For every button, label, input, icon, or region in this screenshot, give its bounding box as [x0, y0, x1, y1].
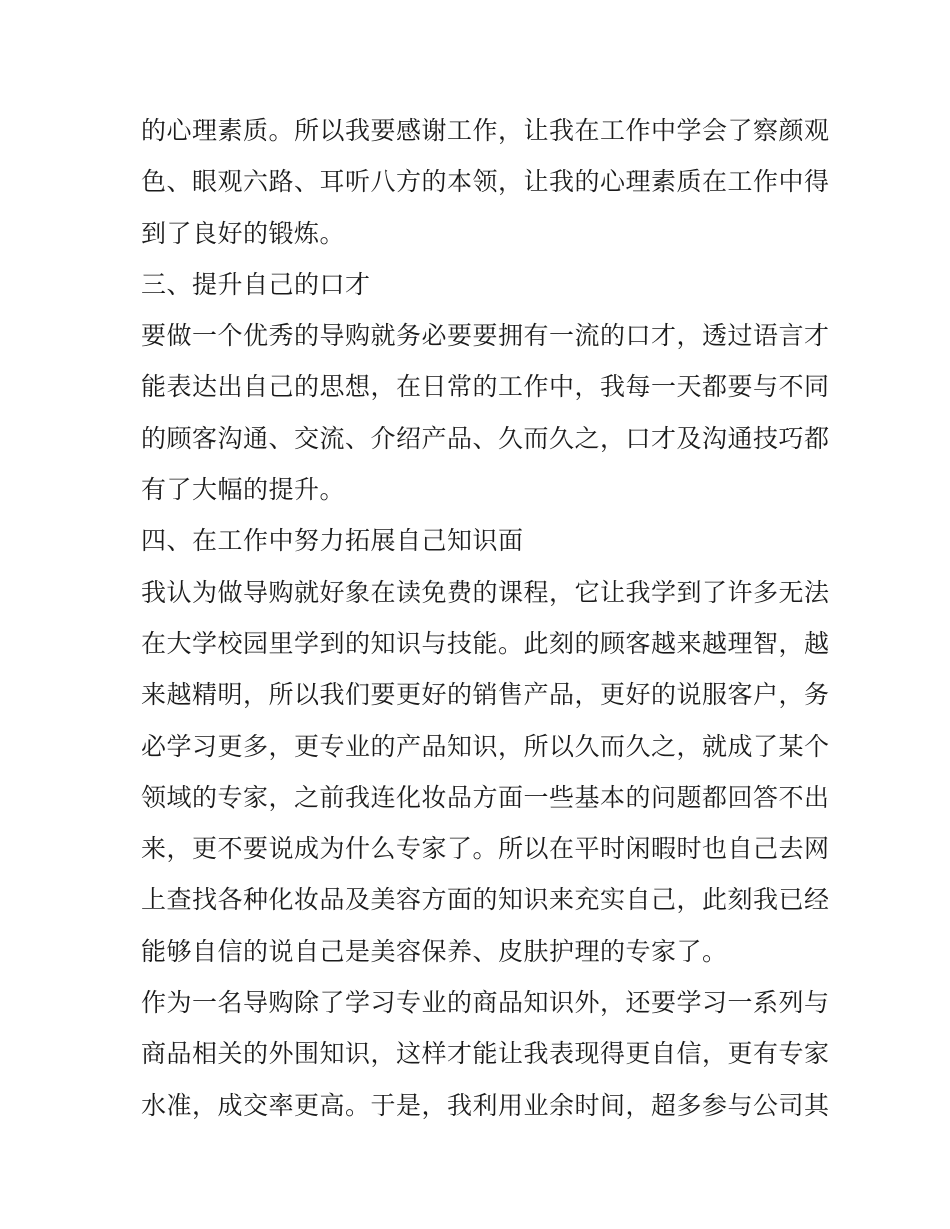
text-line: 到了良好的锻炼。	[141, 218, 346, 248]
text-line: 必学习更多，更专业的产品知识，所以久而久之，就成了某个	[141, 731, 830, 761]
text-line: 上查找各种化妆品及美容方面的知识来充实自己，此刻我已经	[141, 885, 830, 915]
text-line: 水准，成交率更高。于是，我利用业余时间，超多参与公司其	[141, 1090, 830, 1120]
text-line: 来越精明，所以我们要更好的销售产品，更好的说服客户，务	[141, 680, 830, 710]
section-heading: 三、提升自己的口才	[141, 269, 371, 299]
section-heading: 四、在工作中努力拓展自己知识面	[141, 526, 524, 556]
text-line: 的心理素质。所以我要感谢工作，让我在工作中学会了察颜观	[141, 116, 830, 145]
text-line: 作为一名导购除了学习专业的商品知识外，还要学习一系列与	[141, 988, 830, 1018]
text-line: 来，更不要说成为什么专家了。所以在平时闲暇时也自己去网	[141, 834, 830, 864]
text-line: 要做一个优秀的导购就务必要要拥有一流的口才，透过语言才	[141, 321, 830, 351]
text-line: 领域的专家，之前我连化妆品方面一些基本的问题都回答不出	[141, 782, 830, 812]
text-line: 能表达出自己的思想，在日常的工作中，我每一天都要与不同	[141, 372, 830, 402]
text-line: 的顾客沟通、交流、介绍产品、久而久之，口才及沟通技巧都	[141, 423, 830, 453]
body-text	[141, 105, 830, 1131]
text-line: 能够自信的说自己是美容保养、皮肤护理的专家了。	[141, 936, 728, 966]
text-line: 我认为做导购就好象在读免费的课程，它让我学到了许多无法	[141, 577, 830, 607]
text-line: 色、眼观六路、耳听八方的本领，让我的心理素质在工作中得	[141, 167, 830, 197]
text-line: 在大学校园里学到的知识与技能。此刻的顾客越来越理智，越	[141, 628, 830, 658]
text-line: 有了大幅的提升。	[141, 475, 346, 505]
text-line: 商品相关的外围知识，这样才能让我表现得更自信，更有专家	[141, 1039, 830, 1069]
